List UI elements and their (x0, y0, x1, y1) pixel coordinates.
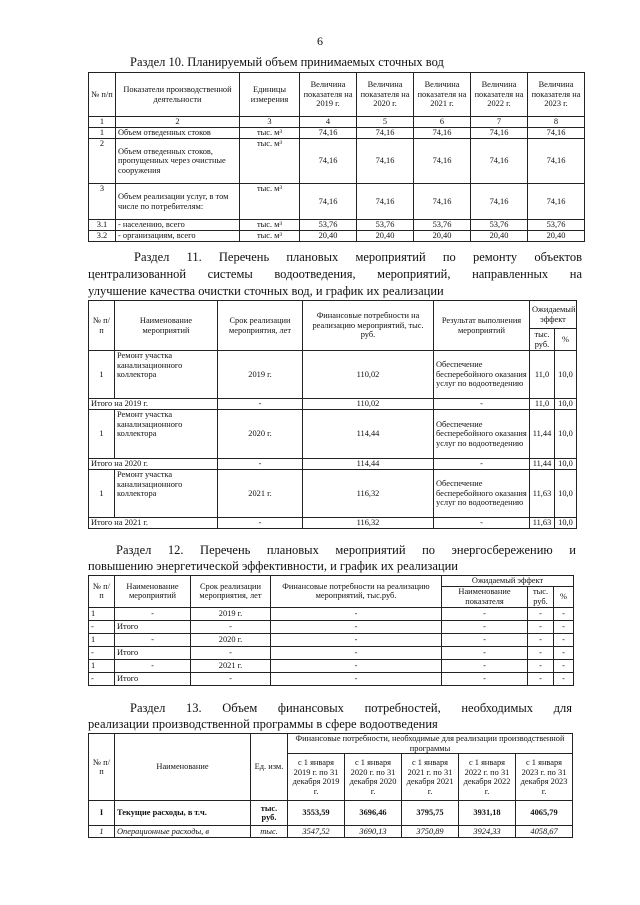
cell: 53,76 (528, 220, 585, 231)
cell: - (442, 646, 528, 659)
section-13-title-line-1: Раздел 13. Объем финансовых потребностей, необходимых для (130, 701, 572, 715)
header-cell: Единицы измерения (240, 73, 300, 117)
cell: - (528, 607, 554, 620)
header-cell: № п/п (89, 576, 115, 608)
cell: 110,02 (303, 399, 434, 410)
table-row (89, 184, 585, 220)
cell: 1 (89, 659, 115, 672)
header-cell: Наименование (115, 734, 251, 801)
cell: 74,16 (357, 139, 414, 184)
cell: 2020 г. (191, 633, 271, 646)
cell: Ремонт участка канализационного коллектора (115, 410, 218, 459)
cell: 2020 г. (218, 410, 303, 459)
cell: 1 (89, 410, 115, 459)
cell: - (115, 607, 191, 620)
cell: - (271, 672, 442, 685)
cell: - (528, 672, 554, 685)
cell: 74,16 (528, 184, 585, 220)
header-cell: тыс. руб. (528, 586, 554, 607)
header-cell: Показатели производственной деятельности (116, 73, 240, 117)
cell: 11,0 (530, 399, 555, 410)
cell: 11,0 (530, 351, 555, 399)
cell: - (554, 659, 574, 672)
cell: 74,16 (414, 139, 471, 184)
column-number: 2 (116, 117, 240, 128)
cell: 11,44 (530, 410, 555, 459)
cell: 11,44 (530, 459, 555, 470)
section-11-table (88, 300, 577, 529)
period-header: с 1 января 2022 г. по 31 декабря 2022 г. (459, 754, 516, 801)
cell: 1 (89, 470, 115, 518)
cell: 2019 г. (218, 351, 303, 399)
cell: 20,40 (357, 231, 414, 242)
cell: 74,16 (300, 139, 357, 184)
cell: 3696,46 (345, 801, 402, 826)
cell: - (442, 672, 528, 685)
cell: 10,0 (555, 518, 577, 529)
cell: 53,76 (357, 220, 414, 231)
cell: 11,63 (530, 518, 555, 529)
table-row (89, 801, 573, 826)
cell: 2021 г. (191, 659, 271, 672)
section-13-title-line-2: реализации производственной программы в сфере водоотведения (88, 717, 438, 731)
cell: - (271, 659, 442, 672)
cell: Обеспечение бесперебойного оказания услуг по водоотведению (434, 410, 530, 459)
cell: 74,16 (528, 139, 585, 184)
cell: - (528, 659, 554, 672)
cell: Итого (115, 620, 191, 633)
cell: - (528, 633, 554, 646)
cell: 10,0 (555, 459, 577, 470)
header-cell: Финансовые потребности, необходимые для реализации производственной программы (288, 734, 573, 754)
table-row (89, 826, 573, 838)
cell: Объем отведенных стоков, пропущенных через очистные сооружения (116, 139, 240, 184)
cell: 10,0 (555, 470, 577, 518)
cell: I (89, 801, 115, 826)
cell: - (191, 620, 271, 633)
section-10-table (88, 72, 585, 242)
cell: 20,40 (528, 231, 585, 242)
header-cell: Наименование показателя (442, 586, 528, 607)
section-12-title-line-1: Раздел 12. Перечень плановых мероприятий по энергосбережению и (116, 543, 576, 557)
cell: 2019 г. (191, 607, 271, 620)
total-row (89, 399, 577, 410)
header-cell: Величина показателя на 2023 г. (528, 73, 585, 117)
cell: - (271, 607, 442, 620)
header-cell: Ед. изм. (251, 734, 288, 801)
table-row (89, 128, 585, 139)
period-header: с 1 января 2019 г. по 31 декабря 2019 г. (288, 754, 345, 801)
cell: 1 (89, 633, 115, 646)
cell: 20,40 (471, 231, 528, 242)
header-cell: Наименование мероприятий (115, 301, 218, 351)
cell: 3795,75 (402, 801, 459, 826)
column-number: 4 (300, 117, 357, 128)
cell: - организациям, всего (116, 231, 240, 242)
cell: 114,44 (303, 410, 434, 459)
period-header: с 1 января 2020 г. по 31 декабря 2020 г. (345, 754, 402, 801)
cell: - (271, 633, 442, 646)
cell: 3553,59 (288, 801, 345, 826)
total-row (89, 518, 577, 529)
cell: Ремонт участка канализационного коллектора (115, 470, 218, 518)
cell: 74,16 (471, 128, 528, 139)
header-cell: № п/ п (89, 301, 115, 351)
cell: 3.1 (89, 220, 116, 231)
cell: 74,16 (471, 139, 528, 184)
header-cell: Величина показателя на 2020 г. (357, 73, 414, 117)
cell: 11,63 (530, 470, 555, 518)
cell: - (554, 672, 574, 685)
cell: Объем отведенных стоков (116, 128, 240, 139)
cell: тыс. м³ (240, 139, 300, 184)
cell: 3750,89 (402, 826, 459, 838)
section-10-title: Раздел 10. Планируемый объем принимаемых сточных вод (130, 55, 444, 69)
table-row (89, 410, 577, 459)
cell: - (554, 607, 574, 620)
total-row (89, 459, 577, 470)
column-number: 8 (528, 117, 585, 128)
table-row (89, 220, 585, 231)
table-row (89, 620, 574, 633)
cell: 3547,52 (288, 826, 345, 838)
column-number: 3 (240, 117, 300, 128)
cell: - населению, всего (116, 220, 240, 231)
cell: тыс. м³ (240, 231, 300, 242)
cell: тыс. (251, 826, 288, 838)
cell: 20,40 (414, 231, 471, 242)
cell: 74,16 (357, 128, 414, 139)
cell: - (434, 399, 530, 410)
cell: Операционные расходы, в (115, 826, 251, 838)
cell: Итого на 2019 г. (89, 399, 218, 410)
cell: - (434, 518, 530, 529)
cell: 3931,18 (459, 801, 516, 826)
cell: - (89, 672, 115, 685)
cell: 10,0 (555, 399, 577, 410)
period-header: с 1 января 2023 г. по 31 декабря 2023 г. (516, 754, 573, 801)
cell: Ремонт участка канализационного коллектора (115, 351, 218, 399)
cell: 116,32 (303, 470, 434, 518)
cell: Текущие расходы, в т.ч. (115, 801, 251, 826)
page-number: 6 (317, 34, 323, 48)
cell: - (89, 646, 115, 659)
header-cell: Наименование мероприятий (115, 576, 191, 608)
cell: - (191, 646, 271, 659)
cell: 53,76 (471, 220, 528, 231)
cell: - (442, 607, 528, 620)
cell: 1 (89, 128, 116, 139)
cell: 74,16 (471, 184, 528, 220)
cell: тыс. м³ (240, 184, 300, 220)
table-row (89, 633, 574, 646)
cell: Итого на 2020 г. (89, 459, 218, 470)
cell: 74,16 (414, 184, 471, 220)
column-number: 5 (357, 117, 414, 128)
cell: - (434, 459, 530, 470)
table-row (89, 231, 585, 242)
header-cell: Величина показателя на 2022 г. (471, 73, 528, 117)
cell: - (271, 646, 442, 659)
header-cell: Финансовые потребности на реализацию мероприятий, тыс. руб. (303, 301, 434, 351)
header-cell: Результат выполнения мероприятий (434, 301, 530, 351)
cell: 1 (89, 826, 115, 838)
cell: 10,0 (555, 410, 577, 459)
cell: 116,32 (303, 518, 434, 529)
cell: 1 (89, 607, 115, 620)
section-12-title-line-2: повышению энергетической эффективности, и график их реализации (88, 559, 458, 573)
cell: - (442, 620, 528, 633)
cell: 74,16 (528, 128, 585, 139)
cell: - (89, 620, 115, 633)
cell: - (554, 633, 574, 646)
cell: 2 (89, 139, 116, 184)
header-cell: Ожидаемый эффект (442, 576, 574, 587)
cell: 4065,79 (516, 801, 573, 826)
table-row (89, 659, 574, 672)
cell: 3690,13 (345, 826, 402, 838)
section-13-table (88, 733, 573, 838)
section-11-title-line-3: улучшение качества очистки сточных вод, и график их реализации (88, 284, 444, 298)
header-cell: Ожидаемый эффект (530, 301, 577, 329)
section-11-title-line-2: централизованной системы водоотведения, мероприятий, направленных на (88, 267, 582, 281)
cell: - (218, 459, 303, 470)
cell: - (115, 633, 191, 646)
cell: Обеспечение бесперебойного оказания услуг по водоотведению (434, 351, 530, 399)
header-cell: Величина показателя на 2019 г. (300, 73, 357, 117)
header-cell: Финансовые потребности на реализацию мероприятий, тыс.руб. (271, 576, 442, 608)
cell: - (442, 633, 528, 646)
cell: - (191, 672, 271, 685)
header-cell: Срок реализации мероприятия, лет (191, 576, 271, 608)
cell: 4058,67 (516, 826, 573, 838)
header-cell: % (554, 586, 574, 607)
cell: Итого на 2021 г. (89, 518, 218, 529)
cell: 3 (89, 184, 116, 220)
cell: Объем реализации услуг, в том числе по потребителям: (116, 184, 240, 220)
cell: 10,0 (555, 351, 577, 399)
cell: - (271, 620, 442, 633)
cell: - (115, 659, 191, 672)
cell: - (554, 646, 574, 659)
cell: - (218, 518, 303, 529)
cell: 1 (89, 351, 115, 399)
header-cell: % (555, 329, 577, 351)
cell: 74,16 (300, 128, 357, 139)
cell: 74,16 (300, 184, 357, 220)
cell: Обеспечение бесперебойного оказания услуг по водоотведению (434, 470, 530, 518)
cell: 110,02 (303, 351, 434, 399)
column-number: 6 (414, 117, 471, 128)
cell: - (528, 620, 554, 633)
cell: Итого (115, 672, 191, 685)
table-row (89, 139, 585, 184)
table-row (89, 607, 574, 620)
cell: 74,16 (414, 128, 471, 139)
table-row (89, 672, 574, 685)
table-row (89, 470, 577, 518)
cell: 20,40 (300, 231, 357, 242)
cell: 53,76 (300, 220, 357, 231)
cell: - (528, 646, 554, 659)
header-cell: Величина показателя на 2021 г. (414, 73, 471, 117)
period-header: с 1 января 2021 г. по 31 декабря 2021 г. (402, 754, 459, 801)
cell: тыс. руб. (251, 801, 288, 826)
cell: 53,76 (414, 220, 471, 231)
table-row (89, 646, 574, 659)
header-cell: Срок реализации мероприятия, лет (218, 301, 303, 351)
cell: 114,44 (303, 459, 434, 470)
cell: тыс. м³ (240, 220, 300, 231)
header-cell: № п/п (89, 73, 116, 117)
header-cell: № п/п (89, 734, 115, 801)
cell: Итого (115, 646, 191, 659)
column-number: 1 (89, 117, 116, 128)
column-number: 7 (471, 117, 528, 128)
cell: тыс. м³ (240, 128, 300, 139)
table-row (89, 351, 577, 399)
cell: 3.2 (89, 231, 116, 242)
cell: 74,16 (357, 184, 414, 220)
header-cell: тыс. руб. (530, 329, 555, 351)
cell: - (442, 659, 528, 672)
cell: 2021 г. (218, 470, 303, 518)
cell: - (218, 399, 303, 410)
section-11-title-line-1: Раздел 11. Перечень плановых мероприятий по ремонту объектов (134, 250, 582, 264)
cell: - (554, 620, 574, 633)
cell: 3924,33 (459, 826, 516, 838)
section-12-table (88, 575, 574, 686)
